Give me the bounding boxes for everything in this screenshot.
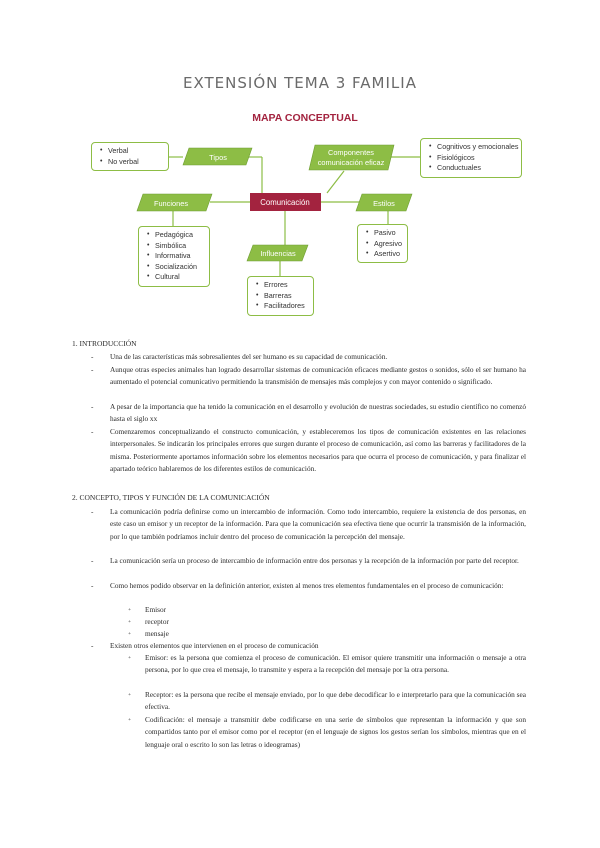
- list-item: • Conductuales: [437, 163, 521, 174]
- list-item: • Cultural: [155, 272, 209, 283]
- node-funciones-label: Funciones: [153, 199, 189, 208]
- paragraph: Existen otros elementos que intervienen en el proceso de comunicación: [110, 641, 319, 650]
- node-tipos-label: Tipos: [209, 153, 227, 162]
- list-item: • Asertivo: [374, 249, 407, 260]
- list-item: • Barreras: [264, 291, 313, 302]
- node-componentes-label-2: comunicación eficaz: [317, 158, 385, 167]
- node-center-label: Comunicación: [260, 198, 310, 207]
- paragraph: Como hemos podido observar en la definición anterior, existen al menos tres elementos fundamentales en el proceso de comunicación:: [110, 581, 504, 590]
- concept-map-title: MAPA CONCEPTUAL: [252, 112, 358, 124]
- sub-bullet: +: [128, 631, 132, 637]
- sub-bullet: +: [128, 692, 132, 698]
- section-2-heading: 2. CONCEPTO, TIPOS Y FUNCIÓN DE LA COMUNICACIÓN: [72, 493, 270, 502]
- sub-bullet: +: [128, 619, 132, 625]
- paragraph: A pesar de la importancia que ha tenido la comunicación en el desarrollo y evolución de nuestras sociedades, su estudio científico no comenzó hasta el siglo xx: [110, 402, 526, 424]
- estilos-list-box: [357, 224, 408, 263]
- list-item: • Facilitadores: [264, 301, 313, 312]
- list-item: • No verbal: [108, 157, 168, 168]
- sub-bullet: +: [128, 655, 132, 661]
- dash-bullet: -: [91, 352, 94, 361]
- list-item: • Errores: [264, 280, 313, 291]
- element-item: mensaje: [145, 629, 169, 638]
- node-estilos-label: Estilos: [373, 199, 395, 208]
- paragraph: Una de las características más sobresalientes del ser humano es su capacidad de comunicación.: [110, 352, 388, 361]
- tipos-list-box: [91, 142, 169, 171]
- list-item: • Pasivo: [374, 228, 407, 239]
- document-title: EXTENSIÓN TEMA 3 FAMILIA: [183, 74, 417, 92]
- paragraph: La comunicación sería un proceso de intercambio de información entre dos personas y la recepción de la información por parte del receptor.: [110, 556, 519, 565]
- list-item: • Simbólica: [155, 241, 209, 252]
- paragraph: Aunque otras especies animales han logrado desarrollar sistemas de comunicación eficaces mediante gestos o sonidos, sólo el ser humano ha aumentado el potencial comunicativo permitiendo la transmisión de mensajes más complejos y con mayor contenido o significado.: [110, 365, 526, 387]
- list-item: • Informativa: [155, 251, 209, 262]
- element-item: receptor: [145, 617, 169, 626]
- list-item: • Fisiológicos: [437, 153, 521, 164]
- definition-codificacion: Codificación: el mensaje a transmitir debe codificarse en una serie de símbolos que representan la información y que son compartidos tanto por el emisor como por el receptor (en el lenguaje de signos los gestos serían los símbolos, mientras que en el lenguaje oral o escrito lo son las letras o ideogramas): [145, 715, 526, 749]
- dash-bullet: -: [91, 402, 94, 411]
- influencias-list-box: [247, 276, 314, 316]
- dash-bullet: -: [91, 556, 94, 565]
- definition-receptor: Receptor: es la persona que recibe el mensaje enviado, por lo que debe decodificar lo e interpretarlo para que la comunicación sea efectiva.: [145, 690, 526, 712]
- funciones-list-box: [138, 226, 210, 287]
- sub-bullet: +: [128, 607, 132, 613]
- list-item: • Socialización: [155, 262, 209, 273]
- definition-emisor: Emisor: es la persona que comienza el proceso de comunicación. El emisor quiere transmitir una información o mensaje a otra persona, por lo que crea el mensaje, lo transmite y espera a la recepción del mensaje por la otra persona.: [145, 653, 526, 675]
- list-item: • Cognitivos y emocionales: [437, 142, 521, 153]
- dash-bullet: -: [91, 581, 94, 590]
- list-item: • Verbal: [108, 146, 168, 157]
- paragraph: Comenzaremos conceptualizando el constructo comunicación, y estableceremos los tipos de comunicación existentes en las relaciones interpersonales. Se indicarán los principales errores que surgen durante el proceso de comunicación, así como las barreras y facilitadores de la misma. Posteriormente aportamos información sobre los elementos necesarios para que ocurra el proceso de comunicación, y para finalizar el apartado teórico hablaremos de los diferentes estilos de comunicación.: [110, 427, 526, 474]
- list-item: • Agresivo: [374, 239, 407, 250]
- node-componentes-label-1: Componentes: [327, 148, 375, 157]
- dash-bullet: -: [91, 365, 94, 374]
- element-item: Emisor: [145, 605, 167, 614]
- paragraph: La comunicación podría definirse como un intercambio de información. Como todo intercambio, requiere la existencia de dos personas, en este caso un emisor y un receptor de la información. Para que la comunicación sea efectiva tiene que ocurrir la transmisión de la información, por lo que también podríamos incluir dentro del proceso de comunicación la percepción del mensaje.: [110, 507, 526, 541]
- list-item: • Pedagógica: [155, 230, 209, 241]
- componentes-list-box: [420, 138, 522, 178]
- dash-bullet: -: [91, 507, 94, 516]
- dash-bullet: -: [91, 641, 94, 650]
- node-influencias-label: Influencias: [260, 249, 296, 258]
- connector-line: [327, 171, 344, 193]
- dash-bullet: -: [91, 427, 94, 436]
- sub-bullet: +: [128, 717, 132, 723]
- section-1-heading: 1. INTRODUCCIÓN: [72, 339, 137, 348]
